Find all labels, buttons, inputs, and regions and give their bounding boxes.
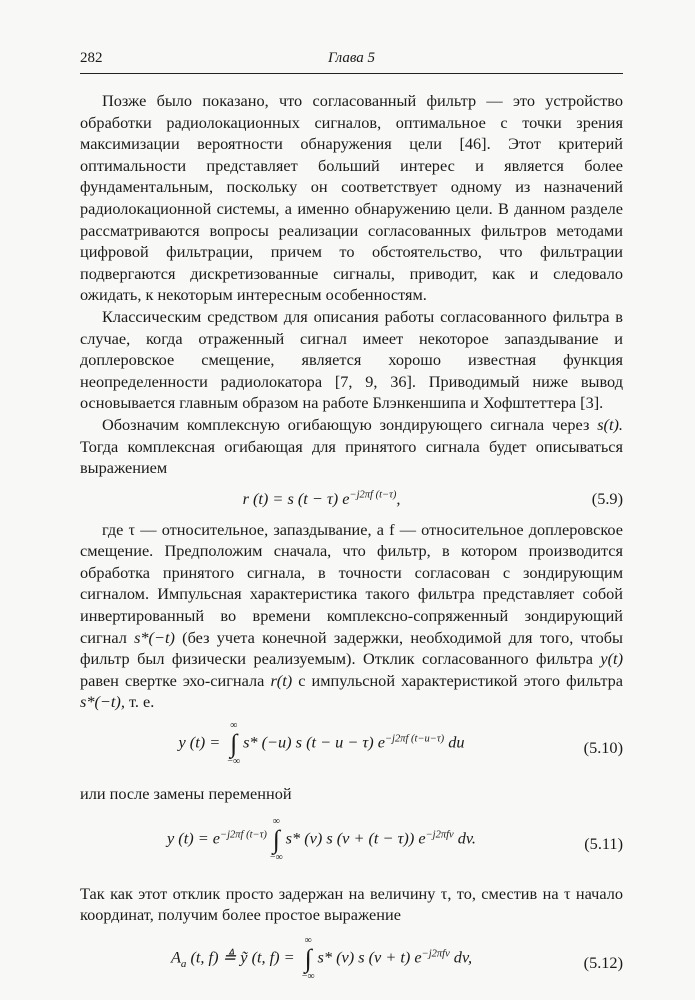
equation-5-10: y (t) = ∞ ∫ −∞ s* (−u) s (t − u − τ) $e^{-j2\pi f (t-u-\tau)}$ du (5.10) — [178, 720, 623, 768]
integral-sign: ∞ ∫ −∞ — [269, 815, 283, 863]
page-body — [80, 90, 623, 1000]
paragraph-4: где τ — относительное, запаздывание, а f — относительное доплеровское смещение. Предположим сначала, что фильтр, в котором производится обработка принятого сигнала, в точности согласован с зондирующим сигналом. Импульсная характеристика такого фильтра представляет собой инвертированный во времени комплексно-сопряженный зондирующий сигнал s*(−t) (без учета конечной задержки, необходимой для того, чтобы фильтр был физически реализуемым). Отклик согласованного фильтра y(t) равен свертке эхо-сигнала r(t) с импульсной характеристикой этого фильтра s*(−t), т. е. — [80, 519, 623, 712]
page-number: 282 — [80, 50, 103, 66]
equation-5-11: y $(t) = e^{-j2\pi f (t-\tau)}$ ∞ ∫ −∞ s* (v) s (v + (t − τ)) $e^{-j2\pi fv}$ dv. (5.11) — [167, 815, 623, 863]
equation-number: (5.12) — [583, 952, 623, 972]
integral-sign: ∞ ∫ −∞ — [227, 720, 241, 768]
equation-5-9: r (t) = s (t − τ) $e^{-j2\pi f (t-\tau)}$, (5.9) — [242, 488, 623, 508]
equation-number: (5.9) — [591, 488, 623, 508]
header-rule — [80, 73, 623, 74]
paragraph-1: Позже было показано, что согласованный фильтр — это устройство обработки радиолокационных сигналов, оптимальное с точки зрения максимизации вероятности обнаружения цели [46]. Этот критерий оптимальности представляет больший интерес и является более фундаментальным, поскольку он соответствует одному из назначений радиолокационной системы, а именно обнаружению цели. В данном разделе рассматриваются вопросы реализации согласованных фильтров методами цифровой фильтрации, причем то обстоятельство, что фильтрации подвергаются дискретизованные сигналы, приводит, как и следовало ожидать, к некоторым интересным особенностям. — [80, 91, 623, 305]
equation-number: (5.11) — [584, 833, 623, 853]
paragraph-6: Так как этот отклик просто задержан на величину τ, то, сместив на τ начало координат, получим более простое выражение — [80, 883, 623, 925]
equation-number: (5.10) — [583, 738, 623, 758]
integral-sign: ∞ ∫ −∞ — [301, 934, 315, 982]
chapter-title: Глава 5 — [327, 50, 376, 66]
equation-5-12: $A_a$ (t, f) ≜ ỹ (t, f) = ∞ ∫ −∞ s* (v) s (v + t) $e^{-j2\pi fv}$ dv, (5.12) — [170, 934, 623, 982]
paragraph-5: или после замены переменной — [80, 784, 292, 804]
paragraph-3: Обозначим комплексную огибающую зондирующего сигнала через s(t). Тогда комплексная огибающая для принятого сигнала будет описываться выражением — [80, 414, 623, 478]
paragraph-2: Классическим средством для описания работы согласованного фильтра в случае, когда отраженный сигнал имеет некоторое запаздывание и доплеровское смещение, является хорошо известная функция неопределенности радиолокатора [7, 9, 36]. Приводимый ниже вывод основывается главным образом на работе Блэнкеншипа и Хофштеттера [3]. — [80, 306, 623, 413]
running-header — [80, 50, 623, 72]
